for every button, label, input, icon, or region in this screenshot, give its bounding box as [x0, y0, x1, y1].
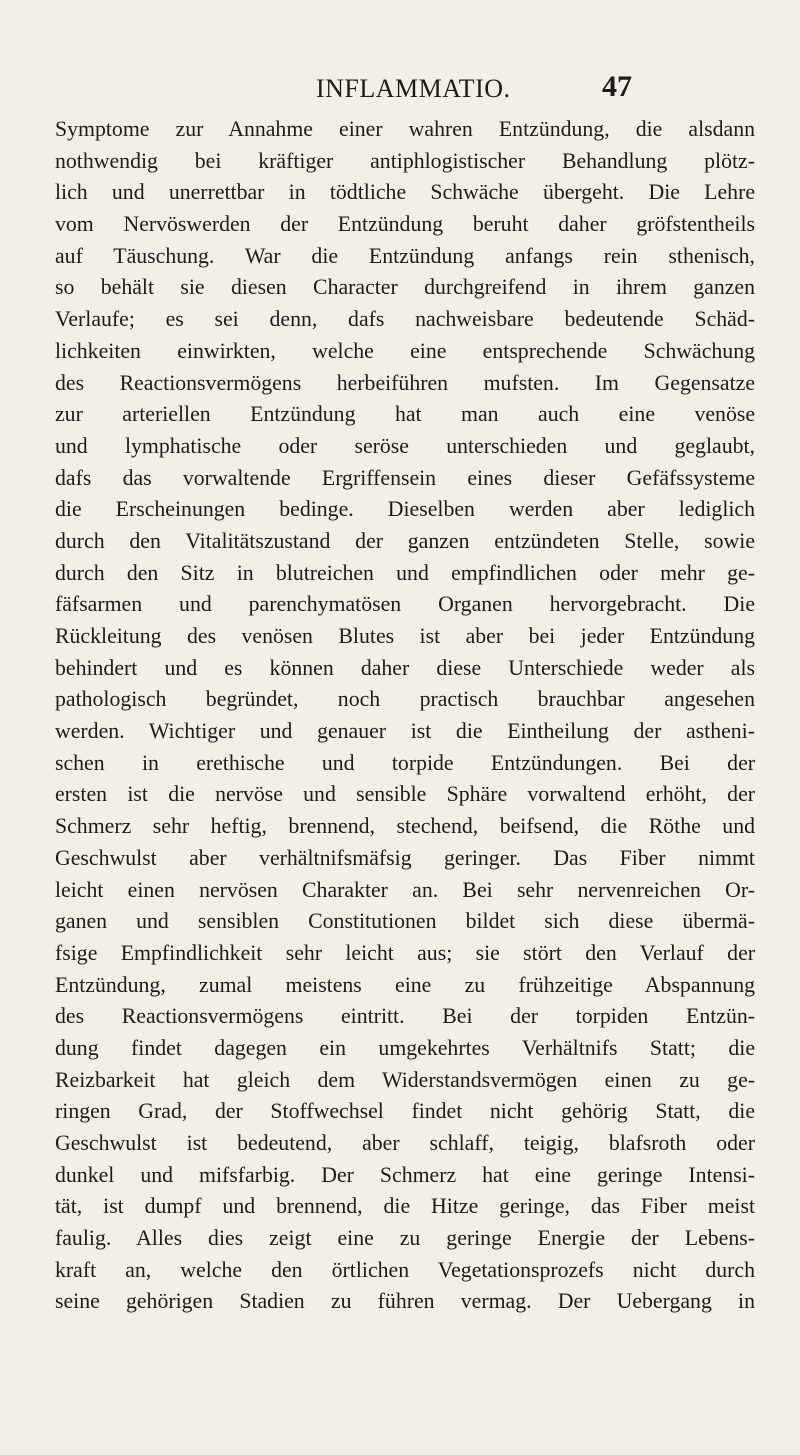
body-text: [55, 114, 755, 1318]
text-line: durch den Vitalitätszustand der ganzen entzündeten Stelle, sowie: [55, 528, 755, 553]
page-header: [0, 70, 800, 110]
text-line: lichkeiten einwirkten, welche eine entsprechende Schwächung: [55, 338, 755, 363]
text-line: Rückleitung des venösen Blutes ist aber bei jeder Entzündung: [55, 624, 755, 648]
text-line: Verlaufe; es sei denn, dafs nachweisbare bedeutende Schäd-: [55, 307, 755, 332]
text-line: Entzündung, zumal meistens eine zu frühzeitige Abspannung: [55, 972, 755, 997]
text-line: Schmerz sehr heftig, brennend, stechend, beifsend, die Röthe und: [55, 814, 755, 839]
text-line: dunkel und mifsfarbig. Der Schmerz hat eine geringe Intensi-: [55, 1162, 755, 1187]
text-line: dung findet dagegen ein umgekehrtes Verhältnifs Statt; die: [55, 1035, 755, 1060]
text-line: schen in erethische und torpide Entzündungen. Bei der: [55, 750, 755, 775]
text-line: ersten ist die nervöse und sensible Sphäre vorwaltend erhöht, der: [55, 782, 755, 807]
text-line: die Erscheinungen bedinge. Dieselben werden aber lediglich: [55, 497, 755, 522]
text-line: Reizbarkeit hat gleich dem Widerstandsvermögen einen zu ge-: [55, 1067, 755, 1092]
text-line: ringen Grad, der Stoffwechsel findet nicht gehörig Statt, die: [55, 1099, 755, 1124]
text-line: kraft an, welche den örtlichen Vegetationsprozefs nicht durch: [55, 1257, 755, 1282]
text-line: behindert und es können daher diese Unterschiede weder als: [55, 655, 755, 680]
text-line: lich und unerrettbar in tödtliche Schwäche übergeht. Die Lehre: [55, 180, 755, 205]
text-line: tät, ist dumpf und brennend, die Hitze geringe, das Fiber meist: [55, 1194, 755, 1219]
text-line: vom Nervöswerden der Entzündung beruht daher gröfstentheils: [55, 212, 755, 237]
text-line: dafs das vorwaltende Ergriffensein eines dieser Gefäfssysteme: [55, 465, 755, 490]
text-line: des Reactionsvermögens herbeiführen mufsten. Im Gegensatze: [55, 370, 755, 395]
running-title: INFLAMMATIO.: [316, 74, 511, 103]
text-line: pathologisch begründet, noch practisch brauchbar angesehen: [55, 687, 755, 712]
text-line: leicht einen nervösen Charakter an. Bei sehr nervenreichen Or-: [55, 877, 755, 902]
text-line: so behält sie diesen Character durchgreifend in ihrem ganzen: [55, 275, 755, 300]
text-line: des Reactionsvermögens eintritt. Bei der torpiden Entzün-: [55, 1004, 755, 1029]
text-line: fsige Empfindlichkeit sehr leicht aus; sie stört den Verlauf der: [55, 940, 755, 965]
text-line: Geschwulst aber verhältnifsmäfsig geringer. Das Fiber nimmt: [55, 845, 755, 870]
text-line: fäfsarmen und parenchymatösen Organen hervorgebracht. Die: [55, 592, 755, 617]
text-line: auf Täuschung. War die Entzündung anfangs rein sthenisch,: [55, 243, 755, 268]
text-line: Symptome zur Annahme einer wahren Entzündung, die alsdann: [55, 117, 755, 141]
page-number: 47: [602, 70, 632, 103]
text-line: seine gehörigen Stadien zu führen vermag. Der Uebergang in: [55, 1289, 755, 1314]
text-line: werden. Wichtiger und genauer ist die Eintheilung der astheni-: [55, 719, 755, 744]
text-line: ganen und sensiblen Constitutionen bildet sich diese übermä-: [55, 909, 755, 934]
text-line: zur arteriellen Entzündung hat man auch eine venöse: [55, 402, 755, 427]
text-line: Geschwulst ist bedeutend, aber schlaff, teigig, blafsroth oder: [55, 1131, 755, 1155]
text-line: faulig. Alles dies zeigt eine zu geringe Energie der Lebens-: [55, 1226, 755, 1251]
text-line: durch den Sitz in blutreichen und empfindlichen oder mehr ge-: [55, 560, 755, 585]
text-line: nothwendig bei kräftiger antiphlogistischer Behandlung plötz-: [55, 148, 755, 173]
text-line: und lymphatische oder seröse unterschieden und geglaubt,: [55, 433, 755, 458]
